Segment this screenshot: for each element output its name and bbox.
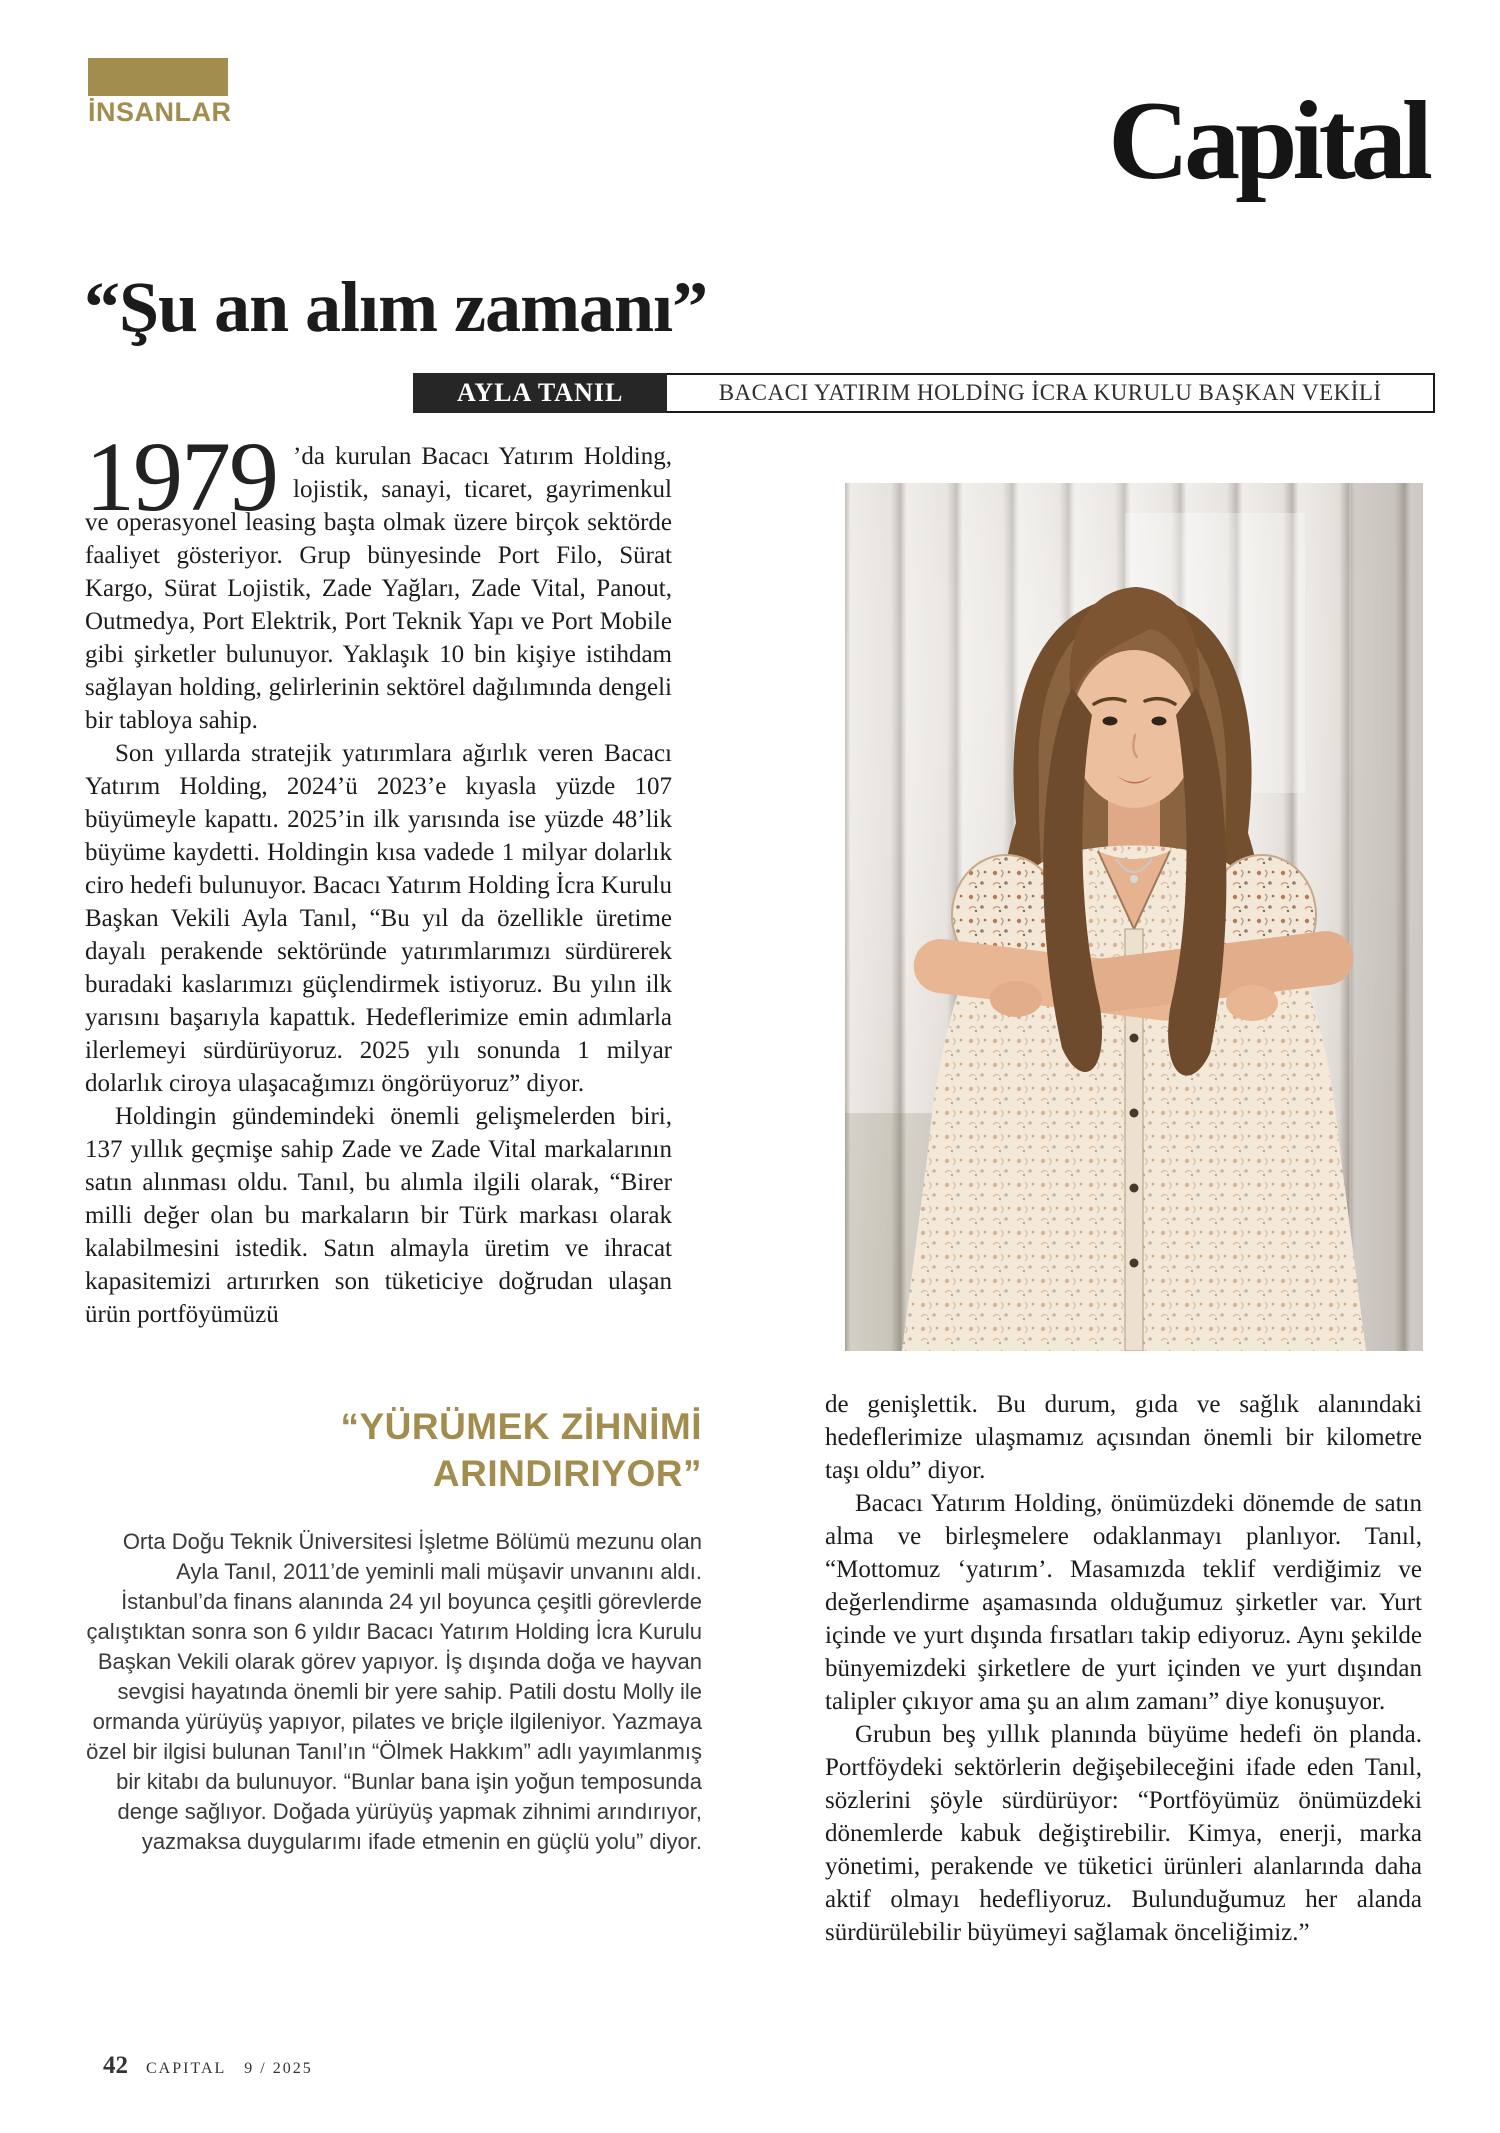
page-footer: [103, 2052, 313, 2080]
section-tag: [88, 58, 232, 126]
article-paragraph-6: Grubun beş yıllık planında büyüme hedefi ön planda. Portföydeki sektörlerin değişebileceğini ifade eden Tanıl, sözlerini şöyle sürdürüyor: “Portföyümüz önümüzdeki dönemlerde kabuk değiştirebilir. Kimya, enerji, marka yönetimi, perakende ve tüketici ürünleri alanlarında daha aktif olmayı hedefliyoruz. Bulunduğumuz her alanda sürdürülebilir büyümeyi sağlamak önceliğimiz.”: [825, 1721, 1422, 1946]
dropcap-year: 1979: [85, 421, 277, 532]
article-paragraph-1: [85, 421, 672, 737]
section-tag-label: İNSANLAR: [88, 97, 232, 127]
portrait-photo-illustration: [845, 483, 1423, 1351]
article-paragraph-2: Son yıllarda stratejik yatırımlara ağırlık veren Bacacı Yatırım Holding, 2024’ü 2023’e kıyasla yüzde 107 büyümeyle kapattı. 2025’in ilk yarısında ise yüzde 48’lik büyüme kaydetti. Holdingin kısa vadede 1 milyar dolarlık ciro hedefi bulunuyor. Bacacı Yatırım Holding İcra Kurulu Başkan Vekili Ayla Tanıl, “Bu yıl da özellikle üretime dayalı perakende sektöründe yatırımlarımızı sürdürerek buradaki kaslarımızı güçlendirmek istiyoruz. Bu yılın ilk yarısını başarıyla kapattık. Hedeflerimize emin adımlarla ilerlemeyi sürdürüyoruz. 2025 yılı sonunda 1 milyar dolarlık ciroya ulaşacağımızı öngörüyoruz” diyor.: [85, 740, 672, 1097]
byline-name: AYLA TANIL: [413, 373, 667, 413]
byline-title: BACACI YATIRIM HOLDİNG İCRA KURULU BAŞKAN VEKİLİ: [667, 373, 1435, 413]
byline-bar: [413, 373, 1435, 413]
pull-quote-line-1: “YÜRÜMEK ZİHNİMİ: [340, 1406, 702, 1447]
article-paragraph-5: Bacacı Yatırım Holding, önümüzdeki dönemde de satın alma ve birleşmelere odaklanmayı planlıyor. Tanıl, “Mottomuz ‘yatırım’. Masamızda teklif verdiğimiz ve değerlendirme aşamasında olduğumuz şirketler var. Yurt içinde ve yurt dışında fırsatları takip ediyoruz. Aynı şekilde bünyemizdeki şirketlere de yurt içinden ve yurt dışından talipler çıkıyor ama şu an alım zamanı” diye konuşuyor.: [825, 1490, 1422, 1715]
article-left-column: [85, 421, 702, 1857]
pull-quote: [85, 1403, 702, 1497]
paragraph-text: ’da kurulan Bacacı Yatırım Holding, lojistik, sanayi, ticaret, gayrimenkul ve operasyonel leasing başta olmak üzere birçok sektörde faaliyet gösteriyor. Grup bünyesinde Port Filo, Sürat Kargo, Sürat Lojistik, Zade Yağları, Zade Vital, Panout, Outmedya, Port Elektrik, Port Teknik Yapı ve Port Mobile gibi şirketler bulunuyor. Yaklaşık 10 bin kişiye istihdam sağlayan holding, gelirlerinin sektörel dağılımında dengeli bir tabloya sahip.: [85, 443, 672, 734]
article-right-column: [825, 1388, 1422, 1949]
page-title: “Şu an alım zamanı”: [84, 267, 708, 348]
section-tag-box: [88, 58, 228, 96]
portrait-photo: [845, 483, 1423, 1351]
article-paragraph-4: de genişlettik. Bu durum, gıda ve sağlık alanındaki hedeflerimize ulaşmamız açısından önemli bir kilometre taşı oldu” diyor.: [825, 1391, 1422, 1484]
page-number: 42: [103, 2052, 128, 2079]
sidebar-bio-text: Orta Doğu Teknik Üniversitesi İşletme Bölümü mezunu olan Ayla Tanıl, 2011’de yeminli mali müşavir unvanını aldı. İstanbul’da finans alanında 24 yıl boyunca çeşitli görevlerde çalıştıktan sonra son 6 yıldır Bacacı Yatırım Holding İcra Kurulu Başkan Vekili olarak görev yapıyor. İş dışında doğa ve hayvan sevgisi hayatında önemli bir yere sahip. Patili dostu Molly ile ormanda yürüyüş yapıyor, pilates ve briçle ilgileniyor. Yazmaya özel bir ilgisi bulunan Tanıl’ın “Ölmek Hakkım” adlı yayımlanmış bir kitabı da bulunuyor. “Bunlar bana işin yoğun temposunda denge sağlıyor. Doğada yürüyüş yapmak zihnimi arındırıyor, yazmaksa duygularımı ifade etmenin en güçlü yolu” diyor.: [86, 1529, 702, 1854]
article-paragraph-3: Holdingin gündemindeki önemli gelişmelerden biri, 137 yıllık geçmişe sahip Zade ve Zade Vital markalarının satın alınması oldu. Tanıl, bu alımla ilgili olarak, “Birer milli değer olan bu markaların bir Türk markası olarak kalabilmesini istedik. Satın almayla üretim ve ihracat kapasitemizi artırırken son tüketiciye doğrudan ulaşan ürün portföyümüzü: [85, 1103, 672, 1328]
pull-quote-line-2: ARINDIRIYOR”: [432, 1453, 702, 1494]
footer-magazine-name: CAPITAL: [146, 2060, 227, 2077]
footer-issue: 9 / 2025: [244, 2060, 313, 2077]
magazine-logo: Capital: [1108, 79, 1428, 203]
